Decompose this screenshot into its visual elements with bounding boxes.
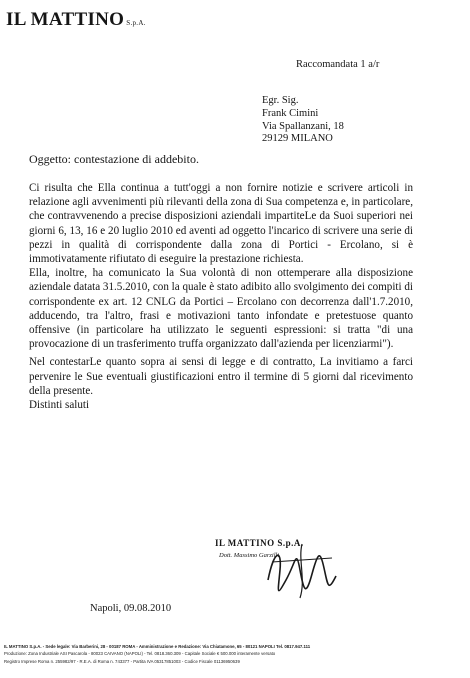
body-paragraph-2: Ella, inoltre, ha comunicato la Sua volontà di non ottemperare alla disposizione aziendale datata 31.5.2010, con la quale è stato adibito allo svolgimento dei compiti di corrispondente ex art. 12 CNLG da Portici – Ercolano con decorrenza dall'1.7.2010, adducendo, tra l'altro, frasi e motivazioni tanto infondate e pretestuose quanto offensive (in particolare ha utilizzato le seguenti espressioni: si tratta "di una provocazione di un trasferimento truffa organizzato dall'azienda per licenziarmi"). <box>29 267 413 351</box>
letter-subject: Oggetto: contestazione di addebito. <box>29 152 199 166</box>
recipient-salutation: Egr. Sig. <box>262 95 299 106</box>
recipient-street: Via Spallanzani, 18 <box>262 120 344 132</box>
recipient-city: 29129 MILANO <box>262 133 333 145</box>
body-paragraph-1: Ci risulta che Ella continua a tutt'oggi a non fornire notizie e scrivere articoli in relazione agli avvenimenti più rilevanti della zona di Sua competenza e, in particolare, che contravvenendo a precise disposizioni aziendali impartiteLe da Suoi superiori nei giorni 6, 13, 16 e 20 luglio 2010 ed aventi ad oggetto l'incarico di scrivere una serie di pezzi in qualità di corrispondente dalla zona di Portici - Ercolano, si è immotivatamente rifiutato di eseguire la prestazione richiesta. <box>29 182 413 266</box>
closing-salutation: Distinti saluti <box>29 399 90 412</box>
delivery-note: Raccomandata 1 a/r <box>296 59 380 70</box>
body-paragraph-3: Nel contestarLe quanto sopra ai sensi di legge e di contratto, La invitiamo a farci pervenire le Sue eventuali giustificazioni entro il termine di 5 giorni dal ricevimento della presente. <box>29 356 413 397</box>
signature-signer: Dott. Massimo Garzilli <box>219 552 280 559</box>
recipient-name: Frank Cimini <box>262 107 319 119</box>
signature-company: IL MATTINO S.p.A. <box>215 538 304 548</box>
handwritten-signature <box>262 540 342 600</box>
logo-text: IL MATTINO <box>6 9 125 30</box>
footer-line-2: Produzione: Zona Industriale ASI Pascarola - 80023 CAIVANO (NAPOLI) - Tel. 0818.360.309 - Capitale Sociale € 500.000 interamente versato <box>4 651 276 657</box>
letter-body <box>29 181 413 412</box>
logo-suffix: S.p.A. <box>126 19 146 27</box>
company-footer <box>4 643 468 665</box>
footer-line-3: Registro Imprese Roma n. 255982/97 - R.E.A. di Roma n. 743377 - Partita IVA 05317851003 - Codice Fiscale 01136950639 <box>4 658 240 664</box>
footer-line-1: IL MATTINO S.p.A. - Sede legale: Via Barberini, 28 - 00187 ROMA - Amministrazione e Redazione: Via Chiatamone, 65 - 80121 NAPOLI Tel. 0817.947.111 <box>4 644 311 649</box>
place-and-date: Napoli, 09.08.2010 <box>90 603 172 614</box>
newspaper-logo <box>6 9 146 31</box>
recipient-address <box>262 95 344 146</box>
